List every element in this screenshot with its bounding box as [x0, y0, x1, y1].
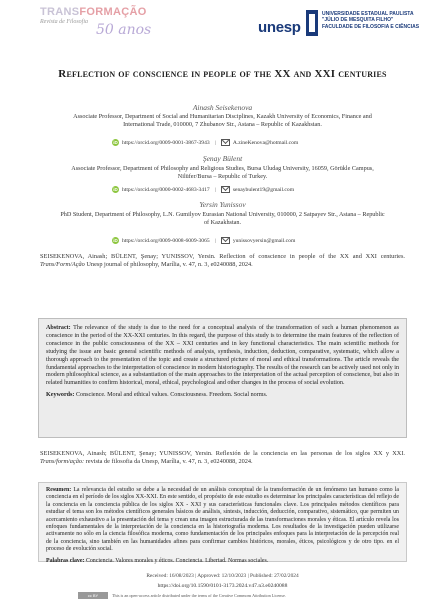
resumen-text: La relevancia del estudio se debe a la necesidad de un análisis conceptual de la transformación de un fenómeno tan humano como la conciencia en el período de los siglos XX-XXI. En este sentido, el propósito de este estudio es determinar los principales características del reflejo de la conciencia en la conciencia pública de los siglos XX - XXI y sus características funcionales clave. Los principales métodos científicos para estudiar el tema son los métodos científicos generales básicos de análisis, síntesis, inducción, deducción, comparativo, sistemático, que permiten un acercamiento exhaustivo a la presentación del tema y crean una imagen estructurada de las transformaciones morales y éticas. El artículo revela los enfoques fundamentales de la interpretación de la conciencia en la historiografía moderna. Los resultados de la investigación pueden utilizarse activamente no sólo en la ciencia filosófica moderna, como fundamentación de los principales enfoques para la interpretación de la percepción real de la conciencia, sino también en las humanidades afines para confirmar cambios históricos, morales, éticos, psicológicos y de otro tipo. en el proceso de evolución social.: [46, 487, 399, 553]
author-name: Yersin Yunissov: [199, 200, 246, 209]
author-affiliation: PhD Student, Department of Philosophy, L.N. Gumilyov Eurasian National University, 010000, 2 Satpayev Str., Astana – Republic of Kazakhstan.: [60, 211, 385, 226]
citation-text: SEISEKENOVA, Ainash; BÜLENT, Şenay; YUNISSOV, Yersin. Reflexión de la conciencia en las personas de los siglos XX y XXI.: [40, 450, 405, 457]
publication-dates: Received: 16/08/2023 | Approved: 12/10/2023 | Published: 27/02/2024: [146, 573, 299, 579]
creative-commons-icon: cc BY: [78, 592, 108, 599]
publisher-line-2: "JÚLIO DE MESQUITA FILHO": [322, 17, 394, 24]
citation-details: revista de filosofia da Unesp, Marília, v. 47, n. 3, e0240088, 2024.: [85, 458, 253, 465]
publisher-line-3: FACULDADE DE FILOSOFIA E CIÊNCIAS: [322, 23, 420, 30]
separator: |: [214, 139, 216, 146]
author-contact: [112, 237, 295, 244]
citation-journal: Trans/form/ação:: [40, 458, 85, 465]
journal-logo: [40, 6, 160, 46]
publisher-wordmark: unesp: [258, 19, 301, 36]
mail-icon: [221, 186, 230, 193]
license-row: [78, 592, 378, 599]
palabras-clave-label: Palabras clave:: [46, 557, 85, 564]
author-affiliation: Associate Professor, Department of Philosophy and Religious Studies, Bursa Uludag University, 16059, Görükle Campus, Nilüfer/Bursa – Republic of Turkey.: [71, 165, 374, 180]
publisher-lines: [322, 11, 419, 30]
journal-logo-subtitle: Revista de Filosofia: [40, 19, 88, 25]
abstract-paragraph: [46, 325, 399, 388]
keywords-paragraph: [46, 392, 399, 400]
orcid-icon: iD: [113, 187, 118, 192]
citation-details: Unesp journal of philosophy, Marília, v. 47, n. 3, e0240088, 2024.: [86, 261, 253, 268]
separator: |: [214, 186, 216, 193]
palabras-clave-paragraph: [46, 558, 399, 565]
author-affiliation: Associate Professor, Department of Social and Humanitarian Disciplines, Kazakh University of Economics, Finance and International Trade, 010000, 7 Zhubanov Str., Astana – Republic of Kazakhstan.: [73, 113, 372, 128]
keywords-label: Keywords:: [46, 392, 75, 399]
orcid-link[interactable]: https://orcid.org/0009-0001-3867-3943: [122, 139, 210, 146]
mail-icon: [221, 237, 230, 244]
orcid-icon: iD: [113, 140, 118, 145]
citation-text: SEISEKENOVA, Ainash; BÜLENT, Şenay; YUNISSOV, Yersin. Reflection of conscience in people of the XX and XXI centuries.: [40, 253, 405, 260]
citation-spanish: [40, 450, 405, 466]
abstract-text: The relevance of the study is due to the need for a conceptual analysis of the transformation of such a human phenomenon as conscience in the period of the XX-XXI centuries. In this regard, the purpose of this study is to determine the main features of the reflection of conscience in the public consciousness of the XX – XXI centuries and in key functional characteristics. The main scientific methods for studying the issue are basic general scientific methods of analysis, synthesis, induction, deduction, comparative, systematic, which allow a thorough approach to the presentation of the topic and create a structured picture of moral and ethical transformations. The article reveals the fundamental approaches to the interpretation of conscience in modern historiography. The results of the research can be actively used not only in modern philosophical science, as a substantiation of the main approaches to the interpretation of the actual perception of conscience, but also in related humanities to confirm historical, moral, ethical, psychological and other changes in the process of social evolution.: [46, 325, 399, 387]
citation-english: [40, 253, 405, 269]
doi-link[interactable]: https://doi.org/10.1590/0101-3173.2024.v47.n3.e0240088: [157, 583, 288, 589]
publisher-line-1: UNIVERSIDADE ESTADUAL PAULISTA: [322, 11, 414, 17]
author-contact: [112, 139, 298, 146]
journal-logo-wordmark: [40, 6, 160, 18]
journal-logo-accent: FORMAÇÃO: [79, 6, 147, 18]
orcid-icon: iD: [113, 238, 118, 243]
publisher-logo: [258, 6, 418, 40]
resumen-box: [38, 482, 407, 562]
author-contact: [112, 186, 294, 193]
resumen-label: Resumen:: [46, 487, 72, 493]
publisher-emblem-icon: [306, 10, 318, 36]
author-name: Şenay Bülent: [202, 154, 243, 163]
email-link[interactable]: yunissovyersin@gmail.com: [232, 237, 296, 244]
resumen-paragraph: [46, 487, 399, 554]
mail-icon: [221, 139, 230, 146]
author-name: Ainash Seisekenova: [192, 103, 253, 112]
journal-logo-main: TRANS: [40, 6, 80, 18]
license-text: This is an open-access article distributed under the terms of the Creative Commons Attribution License.: [112, 593, 286, 598]
abstract-label: Abstract:: [46, 325, 71, 331]
email-link[interactable]: A.zineKenova@hotmail.com: [232, 139, 299, 146]
email-link[interactable]: senaybulent19@gmail.com: [232, 186, 295, 193]
separator: |: [214, 237, 216, 244]
orcid-link[interactable]: https://orcid.org/0000-0002-4683-3417: [122, 186, 210, 193]
abstract-box: [38, 318, 407, 438]
journal-logo-anniversary: 50 anos: [96, 22, 152, 38]
citation-journal: Trans/Form/Ação: [40, 261, 85, 268]
orcid-link[interactable]: https://orcid.org/0009-0008-6009-3065: [122, 237, 210, 244]
article-title: Reflection of conscience in people of the XX and XXI centuries: [58, 68, 387, 80]
keywords-text: Conscience. Moral and ethical values. Consciousness. Freedom. Social norms.: [75, 392, 268, 399]
palabras-clave-text: Conciencia. Valores morales y éticos. Conciencia. Libertad. Normas sociales.: [85, 557, 269, 564]
